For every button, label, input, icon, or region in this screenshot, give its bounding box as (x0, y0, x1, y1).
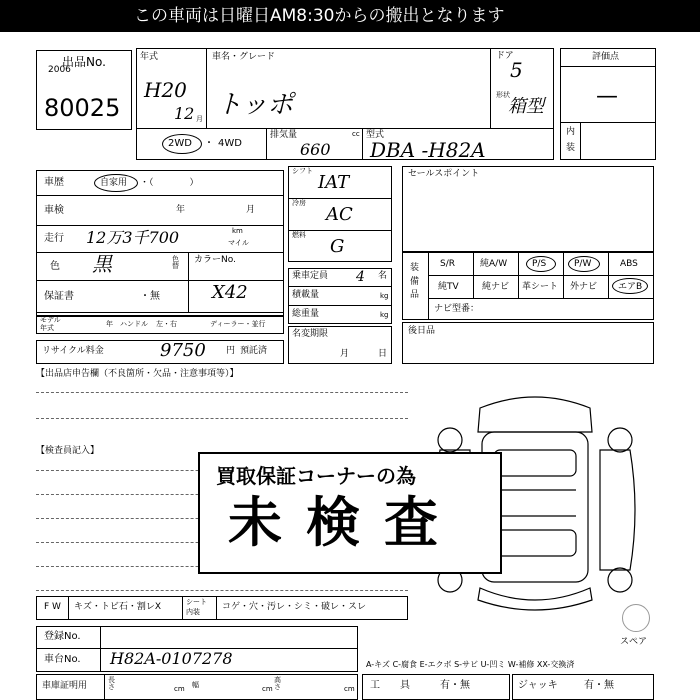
mileage-unit-mile: マイル (228, 239, 249, 247)
lot-year-stamp: 2006 (48, 65, 71, 75)
seat-label-1: シート (186, 598, 207, 606)
cert-height: 高さ (274, 676, 281, 691)
cert-width: 幅 (192, 681, 199, 689)
stamp-line2: 未検査 (228, 491, 462, 554)
color-label: 色 (50, 261, 60, 272)
fuel-value: G (330, 236, 345, 257)
fw-label: F W (44, 602, 61, 612)
colorno-value: X42 (212, 282, 248, 303)
banner-text: この車両は日曜日AM8:30からの搬出となります (134, 6, 505, 26)
chassis-value: H82A-0107278 (110, 649, 233, 668)
name-change-month: 月 (340, 349, 350, 359)
spare-circle (622, 604, 650, 632)
year-month-unit: 月 (196, 115, 203, 123)
interior-label-1: 内 (566, 127, 576, 137)
recycle-unit: 円 (226, 346, 236, 356)
mileage-value: 12万3千700 (86, 228, 180, 247)
year-month: 12 (174, 104, 195, 123)
equip-sr: S/R (440, 259, 455, 269)
warranty-label: 保証書 (44, 291, 74, 302)
score-label: 評価点 (592, 52, 620, 62)
interior-label-2: 装 (566, 143, 576, 153)
equip-aw: 純A/W (480, 259, 508, 269)
history-value: 自家用 (100, 178, 128, 188)
recycle-deposit: 預託済 (240, 346, 268, 356)
equip-navi: 純ナビ (482, 282, 510, 292)
year-value: H20 (144, 78, 187, 102)
exhibitor-report-label: 【出品店申告欄（不良箇所・欠品・注意事項等）】 (36, 369, 239, 379)
equip-pw: P/W (574, 259, 592, 269)
mileage-unit-km: km (232, 227, 243, 235)
tools-label: 工 具 (370, 680, 410, 691)
legend-text: A-キズ C-腐食 E-エクボ S-サビ U-凹ミ W-補修 XX-交換済 (366, 660, 575, 669)
tools-value: 有・無 (440, 680, 470, 691)
total-weight-unit: kg (380, 311, 389, 319)
color-change-label: 色替 (172, 255, 179, 270)
equip-abs: ABS (620, 259, 638, 269)
model-change-label-2: 年式 (40, 324, 54, 332)
model-change-year: 年 (106, 320, 113, 328)
drive-opt2: 4WD (218, 138, 242, 149)
grade-label: 車名・グレード (212, 52, 276, 62)
model-change-handle: ハンドル (120, 320, 148, 328)
model-change-label-1: モデル (40, 316, 61, 324)
equip-tv: 純TV (438, 282, 459, 292)
capacity-unit: 名 (378, 271, 388, 281)
equipment-label: 装備品 (410, 263, 420, 300)
jack-label: ジャッキ (518, 680, 558, 691)
model-change-handle-value: 左・右 (156, 320, 177, 328)
equip-ps: P/S (532, 259, 547, 269)
recycle-label: リサイクル料金 (42, 346, 104, 356)
fw-items: キズ・トビ石・割レX (74, 602, 161, 612)
displacement-unit: cc (352, 130, 360, 138)
capacity-label: 乗車定員 (292, 271, 329, 281)
equip-airbag: エアB (618, 282, 643, 292)
recycle-value: 9750 (160, 340, 206, 361)
color-value: 黒 (92, 252, 112, 276)
name-change-day: 日 (378, 349, 388, 359)
cert-unit-3: cm (344, 685, 355, 693)
equip-leather: 革シート (522, 282, 559, 292)
total-weight-label: 総重量 (292, 309, 320, 319)
fuel-label: 燃料 (292, 231, 306, 239)
cert-length: 長さ (108, 676, 115, 691)
shape-value: 箱型 (508, 96, 544, 117)
lot-label: 出品No. (62, 55, 106, 69)
grade-value: トッポ (216, 90, 294, 120)
load-unit: kg (380, 292, 389, 300)
shape-label: 形状 (496, 91, 510, 99)
top-banner (0, 0, 700, 32)
model-label: 型式 (366, 130, 385, 140)
spare-label: スペア (620, 637, 648, 647)
model-change-dealer: ディーラー・並行 (210, 320, 266, 328)
model-value: DBA -H82A (370, 138, 486, 162)
history-label: 車歴 (44, 177, 64, 188)
shaken-label: 車検 (44, 205, 64, 216)
shift-value: IAT (318, 172, 350, 193)
capacity-value: 4 (356, 269, 365, 285)
displacement-value: 660 (300, 140, 331, 159)
certificate-label: 車庫証明用 (42, 681, 88, 691)
doors-label: ドア (496, 51, 514, 61)
equip-ext-navi: 外ナビ (570, 282, 598, 292)
aftermarket-label: 後日品 (408, 326, 436, 336)
year-label: 年式 (140, 52, 159, 62)
aftermarket-box (402, 322, 654, 364)
jack-value: 有・無 (584, 680, 614, 691)
stamp-line1: 買取保証コーナーの為 (216, 464, 416, 488)
chassis-label: 車台No. (44, 654, 81, 665)
history-rest: ・（ ） (140, 178, 199, 188)
score-value: — (596, 84, 618, 109)
seat-items: コゲ・穴・汚レ・シミ・破レ・スレ (222, 602, 367, 612)
aircon-label: 冷房 (292, 199, 306, 207)
drive-opt1: 2WD (168, 138, 192, 149)
drive-sep: ・ (204, 138, 214, 149)
shift-label: シフト (292, 167, 313, 175)
name-change-label: 名変期限 (292, 329, 329, 339)
lot-number: 80025 (44, 94, 121, 122)
inspector-label: 【検査員記入】 (36, 446, 100, 456)
sales-point-label: セールスポイント (408, 169, 480, 179)
shaken-year: 年 (176, 205, 186, 215)
aircon-value: AC (326, 204, 353, 225)
shaken-month: 月 (246, 205, 256, 215)
colorno-label: カラーNo. (194, 255, 236, 265)
cert-unit-2: cm (262, 685, 273, 693)
warranty-value: ・無 (140, 291, 160, 302)
seat-label-2: 内装 (186, 608, 200, 616)
registration-label: 登録No. (44, 631, 81, 642)
displacement-label: 排気量 (270, 130, 298, 140)
doors-value: 5 (510, 58, 523, 82)
navi-model-label: ナビ型番： (434, 304, 480, 314)
load-label: 積載量 (292, 290, 320, 300)
cert-unit-1: cm (174, 685, 185, 693)
mileage-label: 走行 (44, 233, 64, 244)
